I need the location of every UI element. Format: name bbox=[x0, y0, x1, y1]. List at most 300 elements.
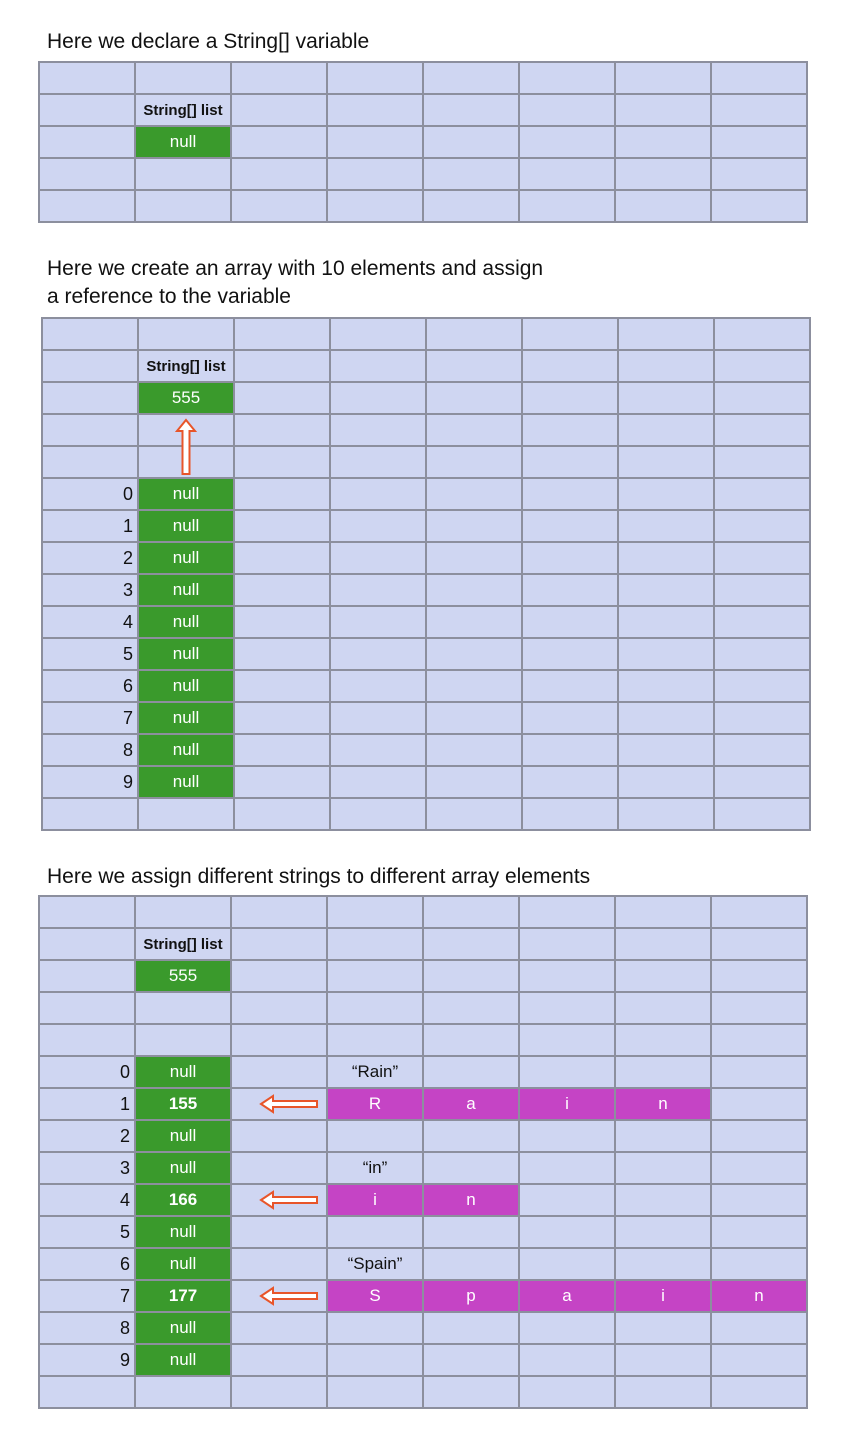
grid-cell bbox=[424, 1249, 518, 1279]
grid-cell bbox=[331, 479, 425, 509]
reference-value-cell: null bbox=[139, 543, 233, 573]
array-index-label: 6 bbox=[43, 671, 137, 701]
grid-cell bbox=[427, 703, 521, 733]
grid-cell bbox=[523, 511, 617, 541]
grid-cell bbox=[235, 319, 329, 349]
char-cell: n bbox=[712, 1281, 806, 1311]
grid-cell bbox=[43, 799, 137, 829]
grid-cell bbox=[232, 1377, 326, 1407]
char-cell: a bbox=[520, 1281, 614, 1311]
grid-cell bbox=[520, 897, 614, 927]
array-index-label: 4 bbox=[43, 607, 137, 637]
grid-cell bbox=[619, 703, 713, 733]
grid-cell bbox=[328, 1217, 422, 1247]
char-cell: R bbox=[328, 1089, 422, 1119]
char-cell: i bbox=[616, 1281, 710, 1311]
array-index-label: 2 bbox=[43, 543, 137, 573]
up-arrow-icon bbox=[175, 418, 197, 476]
grid-cell bbox=[331, 799, 425, 829]
reference-value-cell: null bbox=[136, 1121, 230, 1151]
grid-cell bbox=[523, 767, 617, 797]
array-index-label: 5 bbox=[43, 639, 137, 669]
reference-value-cell: null bbox=[136, 1249, 230, 1279]
reference-value-cell: null bbox=[139, 479, 233, 509]
grid-cell bbox=[523, 799, 617, 829]
grid-cell bbox=[520, 63, 614, 93]
grid-cell bbox=[424, 1377, 518, 1407]
grid-cell bbox=[235, 639, 329, 669]
grid-cell bbox=[424, 1345, 518, 1375]
reference-arrow bbox=[139, 415, 233, 445]
grid-cell bbox=[424, 1217, 518, 1247]
grid-cell bbox=[424, 1313, 518, 1343]
grid-cell bbox=[328, 95, 422, 125]
grid-cell bbox=[427, 639, 521, 669]
grid-cell bbox=[235, 799, 329, 829]
grid-cell bbox=[715, 799, 809, 829]
grid-cell bbox=[427, 575, 521, 605]
variable-label: String[] list bbox=[139, 351, 233, 381]
grid-cell bbox=[616, 191, 710, 221]
grid-cell bbox=[712, 961, 806, 991]
grid-cell bbox=[712, 127, 806, 157]
grid-cell bbox=[427, 415, 521, 445]
grid-cell bbox=[523, 351, 617, 381]
grid-cell bbox=[427, 607, 521, 637]
array-index-label: 7 bbox=[43, 703, 137, 733]
grid-cell bbox=[523, 479, 617, 509]
grid-cell bbox=[616, 1121, 710, 1151]
grid-cell bbox=[43, 447, 137, 477]
grid-cell bbox=[523, 703, 617, 733]
grid-cell bbox=[619, 767, 713, 797]
left-arrow-icon bbox=[259, 1286, 319, 1306]
variable-label: String[] list bbox=[136, 929, 230, 959]
grid-cell bbox=[235, 703, 329, 733]
grid-cell bbox=[712, 1121, 806, 1151]
grid-cell bbox=[40, 95, 134, 125]
grid-cell bbox=[235, 511, 329, 541]
grid-cell bbox=[331, 511, 425, 541]
grid-cell bbox=[136, 993, 230, 1023]
char-cell: i bbox=[520, 1089, 614, 1119]
grid-cell bbox=[523, 383, 617, 413]
grid-cell bbox=[619, 447, 713, 477]
grid-cell bbox=[232, 95, 326, 125]
caption-line: Here we assign different strings to different array elements bbox=[47, 865, 591, 888]
grid-cell bbox=[520, 127, 614, 157]
grid-cell bbox=[328, 929, 422, 959]
grid-cell bbox=[328, 961, 422, 991]
grid-cell bbox=[715, 607, 809, 637]
grid-cell bbox=[520, 929, 614, 959]
grid-cell bbox=[712, 1217, 806, 1247]
grid-cell bbox=[712, 1185, 806, 1215]
grid-cell bbox=[139, 799, 233, 829]
grid-cell bbox=[43, 319, 137, 349]
grid-cell bbox=[235, 767, 329, 797]
grid-cell bbox=[424, 1153, 518, 1183]
char-cell: p bbox=[424, 1281, 518, 1311]
grid-cell bbox=[427, 383, 521, 413]
grid-cell bbox=[424, 993, 518, 1023]
grid-cell bbox=[616, 1377, 710, 1407]
grid-cell bbox=[523, 447, 617, 477]
char-cell: a bbox=[424, 1089, 518, 1119]
grid-cell bbox=[136, 1377, 230, 1407]
grid-cell bbox=[715, 447, 809, 477]
grid-cell bbox=[715, 479, 809, 509]
grid-cell bbox=[616, 1345, 710, 1375]
grid-cell bbox=[616, 127, 710, 157]
grid-cell bbox=[328, 63, 422, 93]
grid-cell bbox=[232, 1217, 326, 1247]
reference-value-cell: null bbox=[139, 735, 233, 765]
grid-cell bbox=[619, 671, 713, 701]
grid-cell bbox=[232, 1057, 326, 1087]
grid-cell bbox=[328, 1121, 422, 1151]
grid-cell bbox=[331, 383, 425, 413]
grid-cell bbox=[136, 897, 230, 927]
string-literal-label: “Rain” bbox=[328, 1057, 422, 1087]
grid-cell bbox=[619, 479, 713, 509]
char-cell: n bbox=[424, 1185, 518, 1215]
string-literal-label: “Spain” bbox=[328, 1249, 422, 1279]
grid-cell bbox=[616, 993, 710, 1023]
grid-cell bbox=[520, 1313, 614, 1343]
grid-cell bbox=[424, 1025, 518, 1055]
grid-cell bbox=[232, 961, 326, 991]
grid-cell bbox=[232, 159, 326, 189]
grid-cell bbox=[232, 191, 326, 221]
grid-cell bbox=[523, 607, 617, 637]
grid-cell bbox=[424, 897, 518, 927]
grid-cell bbox=[427, 351, 521, 381]
grid-cell bbox=[715, 351, 809, 381]
array-index-label: 4 bbox=[40, 1185, 134, 1215]
grid-cell bbox=[520, 993, 614, 1023]
grid-cell bbox=[616, 159, 710, 189]
grid-cell bbox=[40, 897, 134, 927]
grid-cell bbox=[424, 1057, 518, 1087]
grid-cell bbox=[427, 799, 521, 829]
reference-value-cell: null bbox=[136, 1057, 230, 1087]
grid-cell bbox=[331, 575, 425, 605]
grid-cell bbox=[619, 543, 713, 573]
caption-line: Here we create an array with 10 elements and assign bbox=[47, 257, 544, 280]
grid-cell bbox=[40, 961, 134, 991]
reference-value-cell: 155 bbox=[136, 1089, 230, 1119]
reference-value-cell: null bbox=[139, 607, 233, 637]
grid-cell bbox=[616, 1057, 710, 1087]
reference-value-cell: 555 bbox=[139, 383, 233, 413]
grid-cell bbox=[520, 95, 614, 125]
grid-cell bbox=[331, 319, 425, 349]
reference-value-cell: null bbox=[139, 511, 233, 541]
grid-cell bbox=[40, 127, 134, 157]
grid-cell bbox=[232, 1025, 326, 1055]
grid-cell bbox=[331, 671, 425, 701]
grid-cell bbox=[712, 929, 806, 959]
array-index-label: 1 bbox=[43, 511, 137, 541]
grid-cell bbox=[43, 351, 137, 381]
grid-cell bbox=[424, 961, 518, 991]
grid-cell bbox=[328, 1025, 422, 1055]
grid-cell bbox=[235, 735, 329, 765]
grid-cell bbox=[520, 159, 614, 189]
grid-cell bbox=[424, 191, 518, 221]
reference-value-cell: null bbox=[139, 639, 233, 669]
array-index-label: 6 bbox=[40, 1249, 134, 1279]
grid-cell bbox=[712, 1377, 806, 1407]
grid-cell bbox=[616, 1185, 710, 1215]
grid-cell bbox=[328, 993, 422, 1023]
grid-cell bbox=[616, 1249, 710, 1279]
grid-cell bbox=[712, 95, 806, 125]
grid-cell bbox=[232, 1313, 326, 1343]
grid-cell bbox=[616, 1313, 710, 1343]
grid-cell bbox=[523, 415, 617, 445]
grid-cell bbox=[520, 1377, 614, 1407]
grid-cell bbox=[619, 415, 713, 445]
grid-cell bbox=[232, 1345, 326, 1375]
char-cell: i bbox=[328, 1185, 422, 1215]
grid-cell bbox=[232, 63, 326, 93]
grid-cell bbox=[232, 897, 326, 927]
grid-cell bbox=[328, 127, 422, 157]
array-index-label: 3 bbox=[40, 1153, 134, 1183]
grid-cell bbox=[712, 897, 806, 927]
grid-cell bbox=[616, 897, 710, 927]
array-index-label: 2 bbox=[40, 1121, 134, 1151]
grid-cell bbox=[616, 95, 710, 125]
grid-cell bbox=[328, 159, 422, 189]
reference-arrow bbox=[232, 1281, 326, 1311]
grid-cell bbox=[328, 1313, 422, 1343]
grid-cell bbox=[331, 639, 425, 669]
grid-cell bbox=[712, 1057, 806, 1087]
left-arrow-icon bbox=[259, 1094, 319, 1114]
grid-cell bbox=[136, 63, 230, 93]
grid-cell bbox=[523, 671, 617, 701]
grid-cell bbox=[715, 543, 809, 573]
grid-cell bbox=[520, 1153, 614, 1183]
array-index-label: 1 bbox=[40, 1089, 134, 1119]
grid-cell bbox=[235, 415, 329, 445]
grid-cell bbox=[712, 993, 806, 1023]
array-index-label: 9 bbox=[40, 1345, 134, 1375]
char-cell: S bbox=[328, 1281, 422, 1311]
reference-value-cell: 177 bbox=[136, 1281, 230, 1311]
grid-cell bbox=[43, 415, 137, 445]
grid-cell bbox=[715, 639, 809, 669]
grid-cell bbox=[331, 543, 425, 573]
section-caption bbox=[47, 863, 590, 891]
grid-cell bbox=[520, 1025, 614, 1055]
grid-cell bbox=[712, 1249, 806, 1279]
array-index-label: 7 bbox=[40, 1281, 134, 1311]
grid-cell bbox=[235, 607, 329, 637]
grid-cell bbox=[328, 1377, 422, 1407]
grid-cell bbox=[619, 639, 713, 669]
grid-cell bbox=[235, 351, 329, 381]
reference-value-cell: 555 bbox=[136, 961, 230, 991]
grid-cell bbox=[520, 961, 614, 991]
grid-cell bbox=[523, 543, 617, 573]
grid-cell bbox=[616, 929, 710, 959]
grid-cell bbox=[427, 479, 521, 509]
grid-cell bbox=[235, 447, 329, 477]
grid-cell bbox=[331, 607, 425, 637]
array-index-label: 8 bbox=[40, 1313, 134, 1343]
grid-cell bbox=[520, 1057, 614, 1087]
reference-arrow bbox=[232, 1089, 326, 1119]
variable-label: String[] list bbox=[136, 95, 230, 125]
grid-cell bbox=[712, 1345, 806, 1375]
grid-cell bbox=[619, 383, 713, 413]
grid-cell bbox=[616, 63, 710, 93]
grid-cell bbox=[331, 767, 425, 797]
grid-cell bbox=[523, 639, 617, 669]
array-index-label: 5 bbox=[40, 1217, 134, 1247]
array-index-label: 0 bbox=[40, 1057, 134, 1087]
grid-cell bbox=[520, 1185, 614, 1215]
grid-cell bbox=[619, 799, 713, 829]
grid-cell bbox=[712, 1025, 806, 1055]
left-arrow-icon bbox=[259, 1190, 319, 1210]
memory-grid bbox=[38, 895, 808, 1409]
caption-line: a reference to the variable bbox=[47, 285, 291, 308]
reference-value-cell: null bbox=[139, 767, 233, 797]
grid-cell bbox=[616, 1153, 710, 1183]
reference-value-cell: null bbox=[136, 127, 230, 157]
char-cell: n bbox=[616, 1089, 710, 1119]
memory-grid bbox=[41, 317, 811, 831]
grid-cell bbox=[427, 447, 521, 477]
grid-cell bbox=[40, 191, 134, 221]
grid-cell bbox=[235, 479, 329, 509]
grid-cell bbox=[715, 767, 809, 797]
reference-value-cell: null bbox=[139, 671, 233, 701]
grid-cell bbox=[232, 1153, 326, 1183]
grid-cell bbox=[328, 897, 422, 927]
grid-cell bbox=[328, 1345, 422, 1375]
grid-cell bbox=[712, 63, 806, 93]
grid-cell bbox=[424, 159, 518, 189]
grid-cell bbox=[232, 1249, 326, 1279]
grid-cell bbox=[43, 383, 137, 413]
grid-cell bbox=[619, 351, 713, 381]
reference-value-cell: null bbox=[136, 1313, 230, 1343]
grid-cell bbox=[520, 1249, 614, 1279]
grid-cell bbox=[523, 735, 617, 765]
grid-cell bbox=[616, 1217, 710, 1247]
grid-cell bbox=[715, 671, 809, 701]
grid-cell bbox=[523, 575, 617, 605]
grid-cell bbox=[331, 447, 425, 477]
caption-line: Here we declare a String[] variable bbox=[47, 30, 370, 53]
grid-cell bbox=[136, 159, 230, 189]
grid-cell bbox=[427, 319, 521, 349]
grid-cell bbox=[40, 1025, 134, 1055]
grid-cell bbox=[715, 703, 809, 733]
grid-cell bbox=[235, 543, 329, 573]
grid-cell bbox=[619, 319, 713, 349]
grid-cell bbox=[40, 1377, 134, 1407]
grid-cell bbox=[523, 319, 617, 349]
reference-value-cell: null bbox=[136, 1217, 230, 1247]
reference-arrow bbox=[232, 1185, 326, 1215]
grid-cell bbox=[235, 575, 329, 605]
grid-cell bbox=[232, 127, 326, 157]
grid-cell bbox=[619, 735, 713, 765]
grid-cell bbox=[40, 993, 134, 1023]
grid-cell bbox=[616, 961, 710, 991]
grid-cell bbox=[328, 191, 422, 221]
grid-cell bbox=[712, 191, 806, 221]
grid-cell bbox=[139, 319, 233, 349]
grid-cell bbox=[715, 383, 809, 413]
grid-cell bbox=[715, 511, 809, 541]
grid-cell bbox=[427, 767, 521, 797]
grid-cell bbox=[616, 1025, 710, 1055]
array-index-label: 8 bbox=[43, 735, 137, 765]
grid-cell bbox=[40, 63, 134, 93]
grid-cell bbox=[520, 1121, 614, 1151]
grid-cell bbox=[40, 159, 134, 189]
grid-cell bbox=[136, 191, 230, 221]
grid-cell bbox=[331, 351, 425, 381]
grid-cell bbox=[427, 671, 521, 701]
grid-cell bbox=[427, 511, 521, 541]
grid-cell bbox=[232, 929, 326, 959]
grid-cell bbox=[424, 95, 518, 125]
grid-cell bbox=[712, 1153, 806, 1183]
array-index-label: 9 bbox=[43, 767, 137, 797]
grid-cell bbox=[715, 575, 809, 605]
grid-cell bbox=[424, 127, 518, 157]
grid-cell bbox=[424, 929, 518, 959]
grid-cell bbox=[424, 1121, 518, 1151]
array-index-label: 0 bbox=[43, 479, 137, 509]
grid-cell bbox=[232, 993, 326, 1023]
grid-cell bbox=[427, 735, 521, 765]
grid-cell bbox=[520, 191, 614, 221]
grid-cell bbox=[232, 1121, 326, 1151]
section-caption bbox=[47, 28, 369, 56]
grid-cell bbox=[715, 319, 809, 349]
grid-cell bbox=[331, 703, 425, 733]
grid-cell bbox=[712, 159, 806, 189]
grid-cell bbox=[619, 607, 713, 637]
grid-cell bbox=[235, 671, 329, 701]
grid-cell bbox=[331, 415, 425, 445]
array-index-label: 3 bbox=[43, 575, 137, 605]
memory-grid bbox=[38, 61, 808, 223]
grid-cell bbox=[619, 575, 713, 605]
grid-cell bbox=[712, 1313, 806, 1343]
grid-cell bbox=[520, 1217, 614, 1247]
reference-value-cell: null bbox=[139, 703, 233, 733]
section-caption bbox=[47, 255, 543, 311]
grid-cell bbox=[619, 511, 713, 541]
grid-cell bbox=[136, 1025, 230, 1055]
grid-cell bbox=[235, 383, 329, 413]
reference-value-cell: 166 bbox=[136, 1185, 230, 1215]
string-literal-label: “in” bbox=[328, 1153, 422, 1183]
grid-cell bbox=[715, 415, 809, 445]
grid-cell bbox=[520, 1345, 614, 1375]
